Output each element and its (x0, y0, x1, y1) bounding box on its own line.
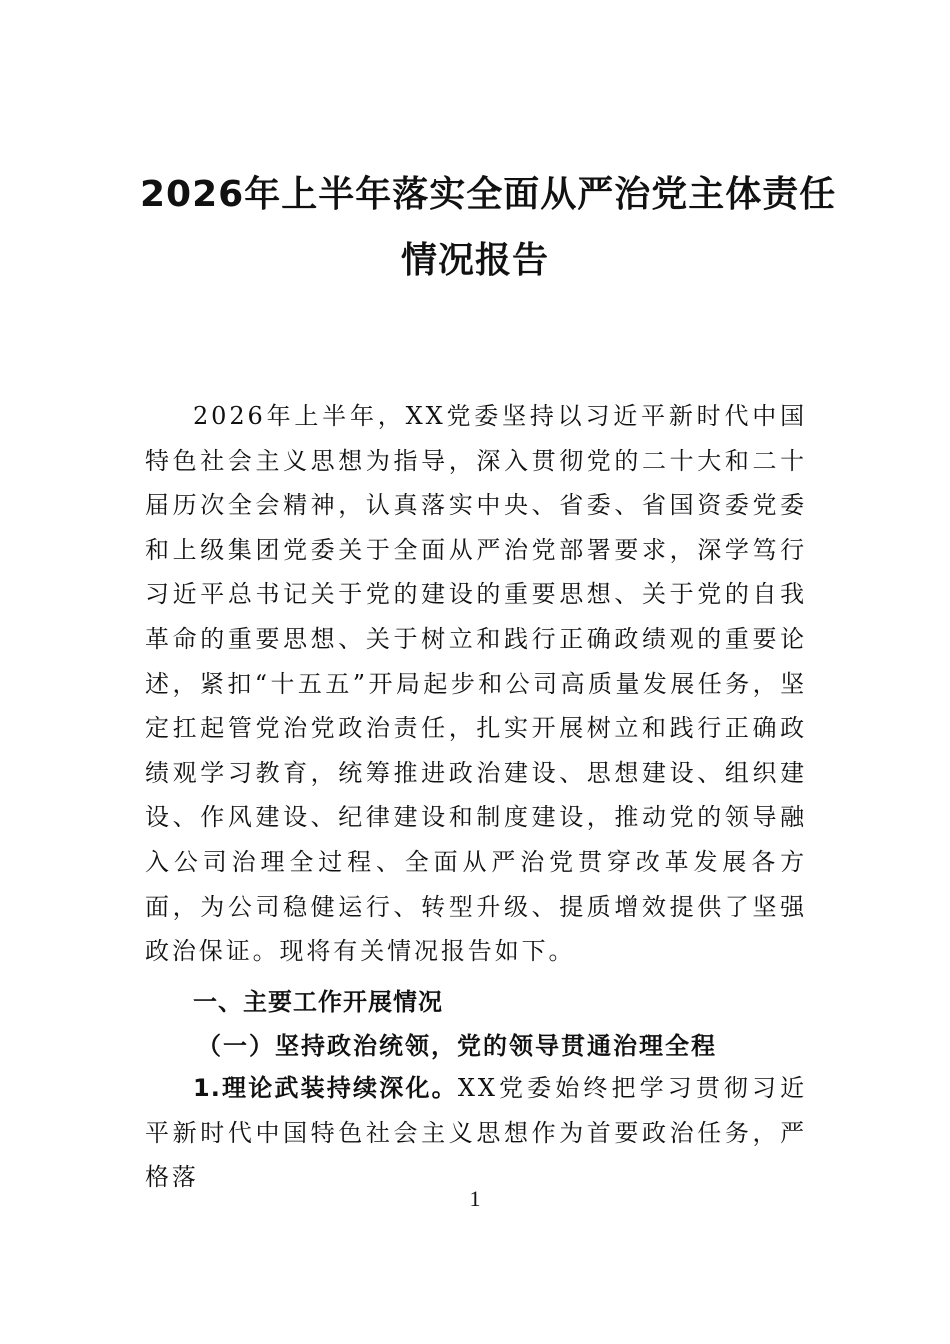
page-number: 1 (469, 1186, 481, 1211)
intro-paragraph: 2026年上半年，XX党委坚持以习近平新时代中国特色社会主义思想为指导，深入贯彻党的二十大和二十届历次全会精神，认真落实中央、省委、省国资委党委和上级集团党委关于全面从严治党部署要求，深学笃行习近平总书记关于党的建设的重要思想、关于党的自我革命的重要思想、关于树立和践行正确政绩观的重要论述，紧扣“十五五”开局起步和公司高质量发展任务，坚定扛起管党治党政治责任，扎实开展树立和践行正确政绩观学习教育，统筹推进政治建设、思想建设、组织建设、作风建设、纪律建设和制度建设，推动党的领导融入公司治理全过程、全面从严治党贯穿改革发展各方面，为公司稳健运行、转型升级、提质增效提供了坚强政治保证。现将有关情况报告如下。 (145, 402, 807, 966)
item-1-text: XX党委始终把学习贯彻习近平新时代中国特色社会主义思想作为首要政治任务，严格落 (145, 1074, 807, 1192)
section-heading: 一、主要工作开展情况 (193, 988, 443, 1016)
item-1-lead: 1.理论武装持续深化。 (193, 1074, 458, 1102)
item-1-paragraph (145, 1066, 807, 1200)
document-title-line-1: 2026年上半年落实全面从严治党主体责任 (140, 174, 837, 215)
subsection-heading: （一）坚持政治统领，党的领导贯通治理全程 (197, 1031, 717, 1060)
document-title-line-2: 情况报告 (400, 240, 549, 281)
